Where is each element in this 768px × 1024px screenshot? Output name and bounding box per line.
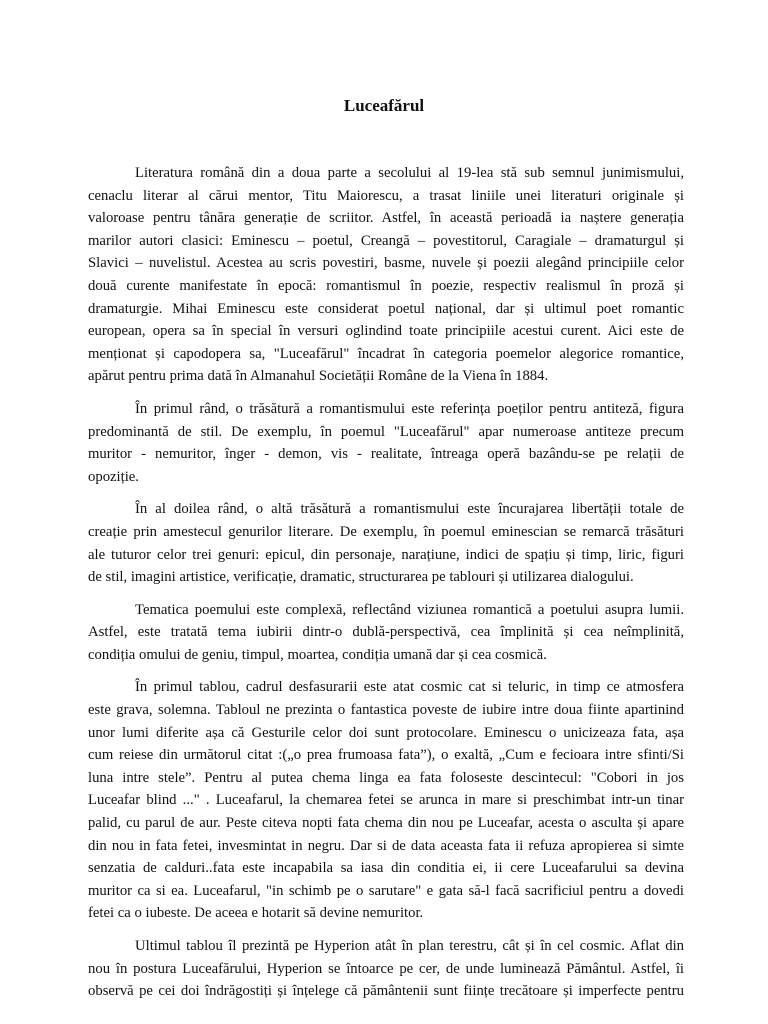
paragraph bbox=[88, 599, 684, 667]
paragraph-line: Tematica poemului este complexă, reflectând viziunea romantică a poetului asupra lumii. bbox=[135, 601, 684, 618]
paragraph-line: În al doilea rând, o altă trăsătură a romantismului este încurajarea libertății totale de bbox=[135, 501, 684, 518]
paragraph-line: marilor autori clasici: Eminescu – poetul, Creangă – povestitorul, Caragiale – dramaturgul și bbox=[88, 232, 684, 249]
paragraph-line: dramaturgie. Mihai Eminescu este considerat poetul național, dar și ultimul poet romantic bbox=[88, 300, 684, 317]
paragraph-line: muritor - nemuritor, înger - demon, vis - realitate, întreaga operă bazându-se pe relații de bbox=[88, 446, 684, 463]
paragraph-line: fetei ca o iubeste. De aceea e hotarit să devine nemuritor. bbox=[88, 905, 424, 922]
paragraph-line: În primul rând, o trăsătură a romantismului este referința poeților pentru antiteză, figura bbox=[135, 400, 684, 417]
paragraph-line: Ultimul tablou îl prezintă pe Hyperion atât în plan terestru, cât și în cel cosmic. Aflat din bbox=[135, 938, 684, 954]
paragraph-line: Slavici – nuvelistul. Acestea au scris povestiri, basme, nuvele și poezii alegând principiile celor bbox=[88, 255, 684, 272]
paragraph-line: cenaclu literar al cărui mentor, Titu Maiorescu, a trasat liniile unei literaturi originale și bbox=[88, 187, 684, 204]
paragraph bbox=[88, 398, 684, 488]
paragraph-line: muritor ca si ea. Luceafarul, "in schimb pe o sarutare" e gata să-l facă sacrificiul pentru a dovedi bbox=[88, 882, 684, 899]
paragraph bbox=[88, 162, 684, 388]
paragraph-line: cum reiese din următorul citat :(„o prea frumoasa fata”), o exaltă, „Cum e fecioara intre sfinti/Si bbox=[88, 747, 684, 764]
document-title: Luceafărul bbox=[343, 96, 425, 115]
paragraph-line: apărut pentru prima dată în Almanahul Societății Române de la Viena în 1884. bbox=[88, 368, 549, 385]
paragraph-line: luna intre stele”. Pentru al putea chema linga ea fata foloseste descintecul: "Cobori in jos bbox=[88, 769, 684, 786]
paragraph-line: Literatura română din a doua parte a secolului al 19-lea stă sub semnul junimismului, bbox=[135, 165, 684, 181]
paragraph-line: palid, cu parul de aur. Peste citeva nopti fata chema din nou pe Luceafar, acesta o asculta și apare bbox=[88, 815, 684, 832]
paragraph-line: creație prin amestecul genurilor literare. De exemplu, în poemul eminescian se remarcă trăsături bbox=[88, 523, 684, 540]
paragraph-line: predominantă de stil. De exemplu, în poemul "Luceafărul" apar numeroase antiteze precum bbox=[88, 423, 684, 440]
paragraph-line: două curente manifestate în epocă: romantismul în poezie, respectiv realismul în proză și bbox=[88, 277, 684, 294]
paragraph bbox=[88, 935, 684, 1003]
paragraph-line: ale tuturor celor trei genuri: epicul, din personaje, narațiune, indici de spațiu și timp, liric, figuri bbox=[88, 546, 684, 563]
paragraph-line: Astfel, este tratată tema iubirii dintr-o dublă-perspectivă, cea împlinită și cea neîmplinită, bbox=[88, 624, 684, 641]
paragraph-line: observă pe cei doi îndrăgostiți și înțelege că pământenii sunt ființe trecătoare și imperfecte pentru bbox=[88, 983, 684, 1000]
paragraph-line: din nou in fata fetei, invesmintat in negru. Dar si de data aceasta fata ii refuza apropierea si simte bbox=[88, 837, 684, 854]
paragraph-line: este grava, solemna. Tabloul ne prezinta o fantastica poveste de iubire intre doua fiinte apartinind bbox=[88, 702, 684, 719]
paragraph-line: Luceafar blind ..." . Luceafarul, la chemarea fetei se arunca in mare si preschimbat intr-un tinar bbox=[88, 792, 684, 809]
paragraph-line: condiția omului de geniu, timpul, moartea, condiția umană dar și cea cosmică. bbox=[88, 646, 547, 663]
paragraph bbox=[88, 498, 684, 588]
paragraph-line: nou în postura Luceafărului, Hyperion se întoarce pe cer, de unde luminează Pământul. Astfel, îi bbox=[88, 960, 684, 977]
paragraph-line: opoziție. bbox=[88, 468, 139, 485]
paragraph bbox=[88, 676, 684, 925]
paragraph-line: european, opera sa în special în versuri oglindind toate principiile acestui curent. Aici este de bbox=[88, 323, 684, 340]
paragraph-line: de stil, imagini artistice, verificație, dramatic, structurarea pe tablouri și utilizarea dialogului. bbox=[88, 569, 634, 586]
paragraph-line: valoroase pentru tânăra generație de scriitor. Astfel, în această perioadă ia naștere generația bbox=[88, 210, 684, 227]
document-body bbox=[88, 162, 684, 1013]
paragraph-line: unor lumi diferite așa că Gesturile celor doi sunt protocolare. Eminescu o unicizeaza fata, așa bbox=[88, 724, 684, 741]
paragraph-line: menționat și capodopera sa, "Luceafărul" încadrat în categoria poemelor alegorice romantice, bbox=[88, 345, 684, 362]
paragraph-line: În primul tablou, cadrul desfasurarii este atat cosmic cat si teluric, in timp ce atmosfera bbox=[135, 679, 684, 696]
paragraph-line: senzatia de calduri..fata este incapabila sa iasa din conditia ei, ii cere Luceafarului sa devina bbox=[88, 860, 684, 877]
